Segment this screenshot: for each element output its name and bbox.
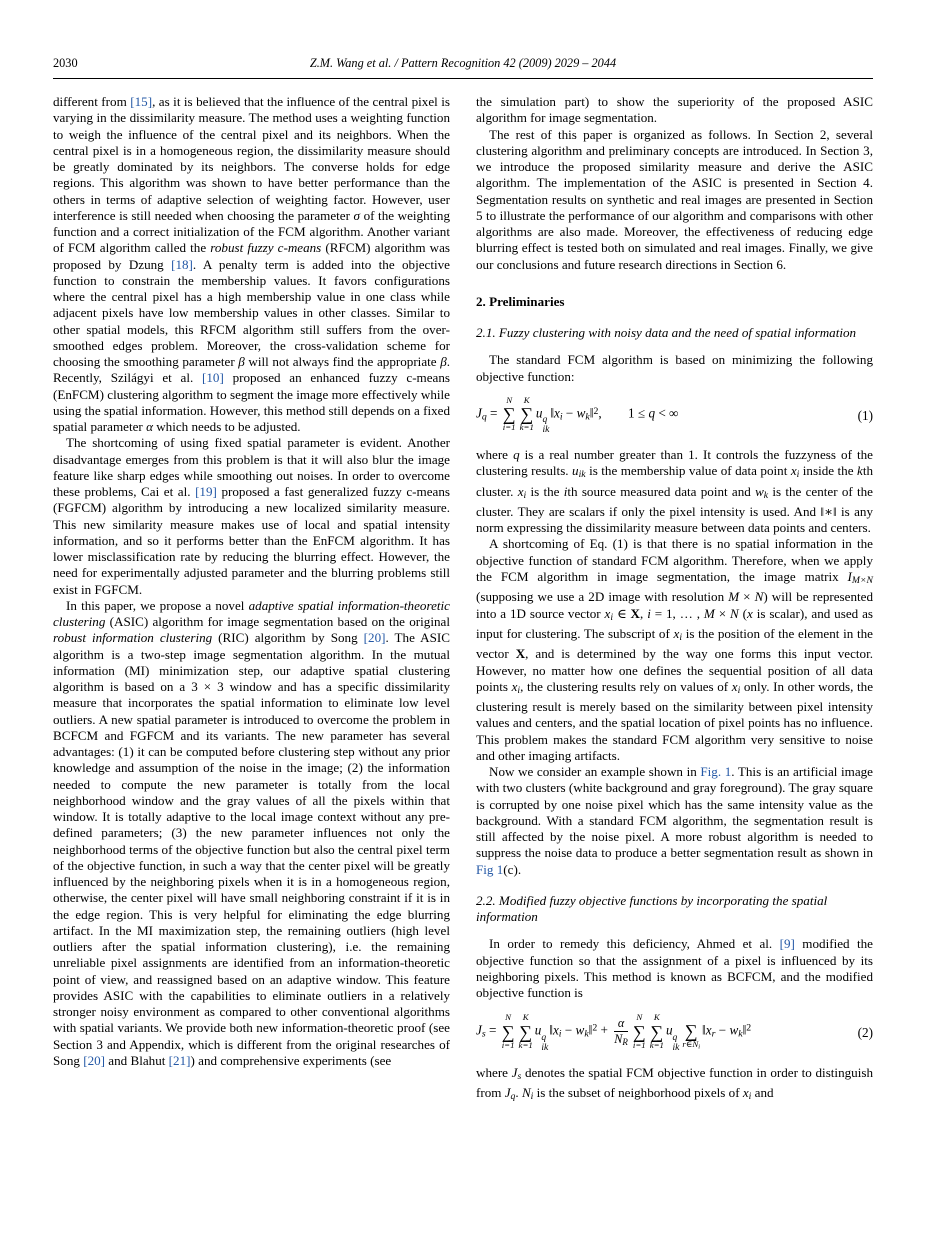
equation <box>476 396 873 436</box>
text-segment: σ <box>353 207 360 223</box>
sigma-glyph: ∑ <box>501 1021 515 1042</box>
equation-body: Js = N ∑ i=1 K ∑ k=1 u q ik ‖xi − wk‖$^2$ + $\frac{\alpha}{NR}$ N ∑ i=1 K ∑ k=1 u q ik ∑ r∈Ni ‖xr − wk‖$^2$ <box>476 1012 752 1053</box>
text-segment: s <box>481 1029 486 1041</box>
running-head: Z.M. Wang et al. / Pattern Recognition 42 (2009) 2029 – 2044 <box>309 56 617 70</box>
summation-operator <box>502 1013 515 1050</box>
text-segment: M <box>728 589 740 605</box>
sum-lower-limit: i=1 <box>502 422 516 433</box>
summation-operator <box>682 1012 700 1051</box>
citation-link[interactable]: Fig 1 <box>476 861 504 877</box>
citation-link[interactable]: [10] <box>202 370 224 386</box>
text-segment: i <box>502 422 506 433</box>
text-segment: N <box>754 589 764 605</box>
text-segment: M×N <box>851 575 873 587</box>
text-segment: q <box>481 411 487 423</box>
text-segment: x <box>517 483 524 499</box>
text-segment: i <box>647 605 651 621</box>
citation-link[interactable]: [21] <box>168 1052 191 1068</box>
text-segment: i <box>501 1039 505 1050</box>
text-segment: k <box>518 1039 523 1050</box>
text-segment: i <box>737 684 741 696</box>
text-segment: robust information clustering <box>53 630 213 646</box>
text-segment: 2 <box>593 405 599 417</box>
equation-number: (1) <box>857 407 873 423</box>
subscript: ik <box>541 1042 549 1053</box>
text-segment: x <box>554 405 560 421</box>
equation <box>476 1012 873 1053</box>
citation-link[interactable]: Fig. 1 <box>700 764 732 780</box>
text-segment: i <box>559 411 563 423</box>
sub-superscript <box>541 1034 548 1054</box>
text-segment: I <box>847 568 852 584</box>
citation-link[interactable]: [18] <box>171 256 193 272</box>
text-segment: 2 <box>746 1023 752 1035</box>
text-segment: K <box>523 394 530 405</box>
equation-number: (2) <box>857 1024 873 1040</box>
citation-link[interactable]: [20] <box>363 630 386 646</box>
text-segment: x <box>731 678 738 694</box>
text-segment: q <box>513 446 520 462</box>
paragraph: Now we consider an example shown in Fig. 1. This is an artificial image with two clusters (white background and gray foreground). The gray square is corrupted by one noise pixel which has the same intensity value as the background. With a standard FCM algorithm, the segmentation result is still affected by the noise pixel. A more robust algorithm is needed to suppress the noise data to produce a better segmentation result as shown in Fig 1(c). <box>476 764 873 877</box>
sub-superscript <box>673 1034 680 1054</box>
article-body <box>53 94 873 1105</box>
header-rule <box>53 78 873 79</box>
text-segment: i <box>698 1043 701 1051</box>
text-segment: J <box>476 405 482 421</box>
text-segment: J <box>476 1022 482 1038</box>
sigma-glyph: ∑ <box>502 404 516 425</box>
subsection-heading: 2.1. Fuzzy clustering with noisy data and the need of spatial information <box>476 325 857 340</box>
summation-operator <box>633 1013 646 1050</box>
sum-lower-limit: i=1 <box>632 1039 646 1050</box>
paragraph: different from [15], as it is believed that the influence of the central pixel is varying in the dissimilarity measure. The method uses a weighting function to weigh the influence of the central pixel and its neighbors. When the central pixel is in a homogeneous region, the dissimilarity measure should be greatly dominated by its neighbors. The converse holds for edge regions. This algorithm was shown to have better performance than the others in terms of adaptive selection of weighting factor. However, user interference is still needed when choosing the parameter σ of the weighting function and a correct initialization of the FCM algorithm. Another variant of FCM algorithm called the robust fuzzy c-means (RFCM) algorithm was proposed by Dzung [18]. A penalty term is added into the objective function to constrain the membership values. It favors configurations where the central pixel has a high membership value in one class while adjacent pixels have low membership values in other classes. Similar to other spatial models, this RFCM algorithm still suffers from the over-smoothed edges problem. Moreover, the cross-validation scheme for choosing the smoothing parameter β will not always find the appropriate β. Recently, Szilágyi et al. [10] proposed an enhanced fuzzy c-means (EnFCM) clustering algorithm to segment the image more effectively while using the spatial information. However, this method still depends on a fixed spatial parameter α which needs to be adjusted. <box>53 94 450 434</box>
text-segment: k <box>585 411 590 423</box>
text-segment: k <box>649 1039 654 1050</box>
text-segment: x <box>705 1022 712 1038</box>
paragraph: In order to remedy this deficiency, Ahmed et al. [9] modified the objective function so that the assignment of a pixel is influenced by its neighboring pixels. This method is known as BCFCM, and the modified objective function is <box>476 936 873 1001</box>
sum-lower-limit: k=1 <box>518 1039 533 1050</box>
text-segment: k <box>857 463 863 479</box>
paragraph: In this paper, we propose a novel adaptive spatial information-theoretic clustering (ASIC) algorithm for image segmentation based on the original robust information clustering (RIC) algorithm by Song [20]. The ASIC algorithm is a two-step image segmentation algorithm. In the mutual information (MI) minimization step, our adaptive spatial clustering algorithm is based on a 3 × 3 window and has a specific dissimilarity measure that incorporates the spatial information to eliminate low level outliers. A new spatial parameter is introduced to overcome the problem in BCFCM and FGFCM and its variants. The new parameter has several advantages: (1) it can be computed before clustering step without any prior knowledge and assumption of the noise in the image; (2) the information needed to compute the new parameter is totally from the local neighborhood window and the gray values of all the pixels within that window. It is totally adaptive to the local image context without any pre-defined parameters; (3) the new parameter influences not only the neighborhood terms of the objective function but also the central pixel term of the objective function, in such a way that the center pixel will be greatly influenced by the neighboring pixels when it is in a homogeneous region, otherwise, the center pixel will have small neighboring constraint if it is in the edge region. This is very helpful for eliminating the edge blurring artifact. In the MI maximization step, the remaining outliers (high level outliers after the spatial information clustering), i.e. the remaining unreliable pixel assignments are identified from an information-theoretic point of view, and reassigned based on an adaptive window. This feature provides ASIC with the capabilities to eliminate outliers in a relatively stronger noisy environment as compared to other conventional algorithms with spatial variants. We provide both new information-theoretic proof (see Section 3 and Appendix, which is different from the original researches of Song [20] and Blahut [21]) and comprehensive experiments (see <box>53 597 450 1068</box>
text-segment: α <box>146 419 153 434</box>
sigma-glyph: ∑ <box>520 404 534 425</box>
summation-operator <box>519 1013 533 1050</box>
summation-operator <box>520 396 534 433</box>
subscript: ik <box>672 1042 680 1053</box>
text-segment: s <box>517 1070 522 1082</box>
superscript: q <box>672 1032 678 1043</box>
text-segment: i <box>796 469 800 481</box>
text-segment: R <box>622 1036 628 1047</box>
text-segment: q <box>510 1091 516 1103</box>
text-segment: N <box>614 1031 623 1046</box>
text-segment: N <box>729 605 739 621</box>
fraction <box>614 1017 628 1047</box>
sigma-glyph: ∑ <box>632 1021 646 1042</box>
text-segment: J <box>511 1064 518 1080</box>
text-segment: k <box>738 1029 743 1041</box>
text-segment: r <box>682 1038 686 1049</box>
text-segment: N <box>506 394 513 405</box>
text-segment: w <box>575 1022 585 1038</box>
summation-operator <box>650 1013 664 1050</box>
fraction-numerator <box>614 1017 628 1032</box>
text-segment: u <box>572 463 579 479</box>
text-segment: x <box>511 678 518 694</box>
text-segment: i <box>610 611 614 623</box>
paragraph: where Js denotes the spatial FCM objective function in order to distinguish from Jq. Ni is the subset of neighborhood pixels of xi and <box>476 1064 873 1103</box>
paragraph: The shortcoming of using fixed spatial parameter is evident. Another disadvantage emerges from this problem is that it will also blur the image feature like sharp edges while smoothing out noises. In order to overcome these problems, Cai et al. [19] proposed a fast generalized fuzzy c-means (FGFCM) algorithm by introducing a new localized similarity measure. This new similarity measure makes use of local and spatial intensity information, and so it performs better than the EnFCM algorithm. It has lower misclassification rate by reducing the blurring effect. However, the need for experimentally adjusted parameter and the blurring problems still exist in FGFCM. <box>53 435 450 597</box>
left-column <box>53 94 450 1105</box>
sigma-glyph: ∑ <box>519 1021 533 1042</box>
text-segment: x <box>552 1022 559 1038</box>
text-segment: N <box>692 1038 699 1049</box>
sum-lower-limit: k=1 <box>519 422 534 433</box>
text-segment: i <box>523 489 527 501</box>
text-segment: w <box>755 483 764 499</box>
text-segment: adaptive spatial information-theoretic clustering <box>53 597 450 629</box>
paragraph: The rest of this paper is organized as follows. In Section 2, several clustering algorithm and preliminary concepts are introduced. In Section 3, we introduce the proposed similarity measure and derive the ASIC algorithm. The implementation of the ASIC is presented in Section 4. Segmentation results on synthetic and real images are presented in Section 5 to illustrate the performance of our algorithm and comparisons with other algorithms are also made. Moreover, the effectiveness of reducing edge blurring effect is tested both on simulated and real images. Finally, we give our conclusions and future research directions in Section 6. <box>476 126 873 272</box>
text-segment: N <box>505 1012 512 1023</box>
citation-link[interactable]: [19] <box>195 484 217 499</box>
text-segment: u <box>535 405 543 421</box>
text-segment: ik <box>578 469 586 481</box>
sigma-glyph: ∑ <box>684 1020 698 1041</box>
citation-link[interactable]: [15] <box>130 94 153 109</box>
text-segment: k <box>584 1029 589 1041</box>
text-segment: x <box>673 625 680 641</box>
text-segment: x <box>790 463 797 479</box>
text-segment: 2 <box>592 1023 598 1035</box>
summation-operator <box>503 396 516 433</box>
text-segment: β <box>238 354 245 369</box>
superscript: q <box>541 1032 547 1043</box>
sum-lower-limit: i=1 <box>501 1039 515 1050</box>
text-segment: w <box>729 1022 739 1038</box>
text-segment: u <box>534 1022 542 1038</box>
superscript: q <box>542 415 548 426</box>
page-number: 2030 <box>53 56 78 70</box>
text-segment: i <box>517 684 521 696</box>
text-segment: X <box>630 605 641 621</box>
citation-link[interactable]: [9] <box>779 936 795 952</box>
sub-superscript <box>542 416 549 436</box>
text-segment: k <box>519 422 524 433</box>
text-segment: β <box>440 354 447 369</box>
sum-lower-limit: k=1 <box>649 1039 664 1050</box>
sigma-glyph: ∑ <box>650 1021 664 1042</box>
page-header <box>53 56 873 72</box>
text-segment: u <box>665 1022 673 1038</box>
paragraph: the simulation part) to show the superiority of the proposed ASIC algorithm for image segmentation. <box>476 94 873 126</box>
text-segment: x <box>742 1084 749 1100</box>
text-segment: q <box>648 405 656 421</box>
equation-body: Jq = N ∑ i=1 K ∑ k=1 u q ik ‖xi − wk‖$^2$, 1 ≤ q < ∞ <box>476 394 679 435</box>
text-segment: i <box>563 483 568 499</box>
text-segment: M <box>703 605 715 621</box>
text-segment: x <box>604 605 611 621</box>
text-segment: r <box>711 1029 716 1041</box>
paragraph: where q is a real number greater than 1. It controls the fuzzyness of the clustering results. uik is the membership value of data point xi inside the kth cluster. xi is the ith source measured data point and wk is the center of the cluster. They are scalars if only the pixel intensity is used. And ‖∗‖ is any norm expressing the dissimilarity measure between data points and centers. <box>476 446 874 536</box>
text-segment: N <box>521 1084 531 1100</box>
right-column <box>476 94 873 1105</box>
text-segment: K <box>653 1012 660 1023</box>
subsection-heading: 2.2. Modified fuzzy objective functions by incorporating the spatial information <box>476 892 828 925</box>
text-segment: i <box>558 1029 562 1041</box>
text-segment: J <box>504 1084 511 1100</box>
sum-lower-limit: r∈Ni <box>682 1038 701 1051</box>
paragraph: A shortcoming of Eq. (1) is that there is no spatial information in the objective function of standard FCM algorithm. Therefore, when we apply the FCM algorithm in image segmentation, the image matrix IM×N (supposing we use a 2D image with resolution M × N) will be represented into a 1D source vector xi ∈ X, i = 1, … , M × N (x is scalar), and used as input for clustering. The subscript of xi is the position of the element in the vector X, and is determined by the way one forms this input vector. However, no matter how one defines the sequential position of all data points xi, the clustering results rely on values of xi only. In other words, the clustering result is merely based on the similarity between pixel intensity values and centers, and the spatial location of pixel points has no influence. This problem makes the standard FCM algorithm very sensitive to noise and other imaging artifacts. <box>476 536 874 763</box>
text-segment: i <box>530 1091 534 1103</box>
subscript: ik <box>542 425 550 435</box>
text-segment: i <box>679 632 683 644</box>
text-segment: w <box>576 405 586 421</box>
text-segment: i <box>632 1039 636 1050</box>
text-segment: N <box>636 1012 643 1023</box>
citation-link[interactable]: [20] <box>83 1052 106 1068</box>
text-segment: X <box>515 646 526 662</box>
text-segment: i <box>748 1091 752 1103</box>
paragraph: The standard FCM algorithm is based on minimizing the following objective function: <box>476 352 873 384</box>
section-heading: 2. Preliminaries <box>476 293 565 309</box>
text-segment: k <box>763 489 769 501</box>
text-segment: α <box>617 1015 625 1030</box>
text-segment: K <box>522 1012 529 1023</box>
text-segment: robust fuzzy c-means <box>210 240 322 256</box>
fraction-denominator <box>614 1032 628 1047</box>
text-segment: x <box>746 605 753 621</box>
